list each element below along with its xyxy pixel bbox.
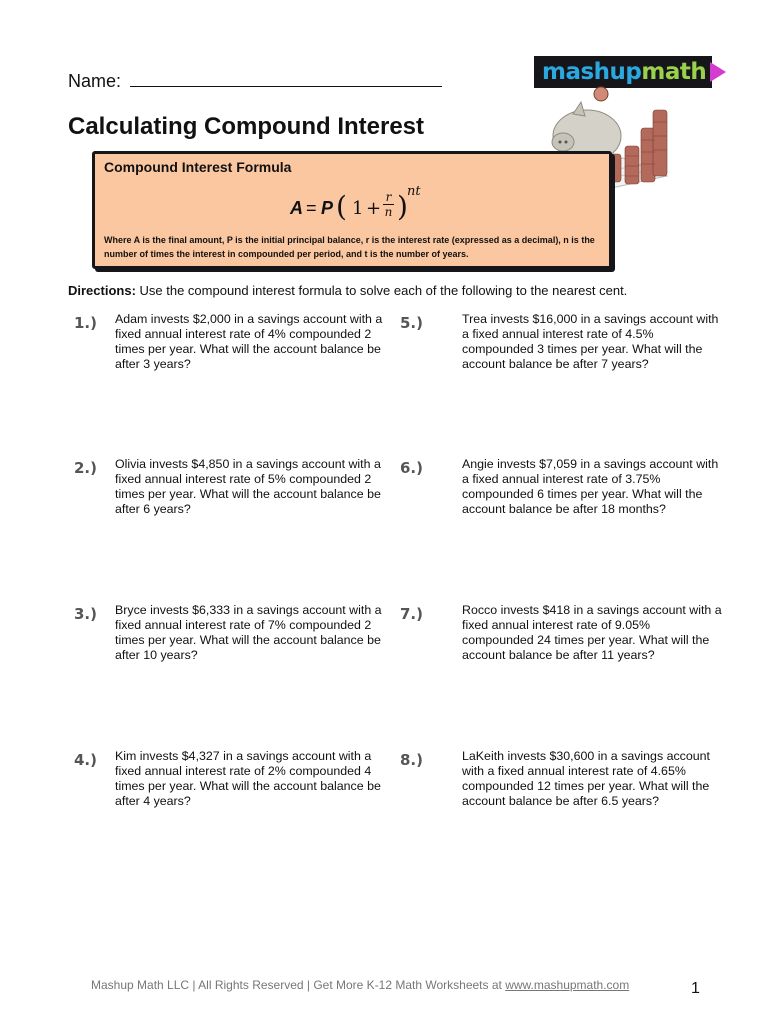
formula-heading: Compound Interest Formula bbox=[104, 159, 292, 175]
formula-equals: = bbox=[306, 198, 317, 218]
problem-text: LaKeith invests $30,600 in a savings account with a fixed annual interest rate of 4.65% compounded 12 times per year. What will the account balance be after 6.5 years? bbox=[462, 749, 710, 808]
formula-exponent: nt bbox=[407, 184, 421, 199]
footer bbox=[91, 978, 629, 992]
formula-open-paren: ( bbox=[336, 190, 347, 223]
problem-text: Trea invests $16,000 in a savings account with a fixed annual interest rate of 4.5% compounded 3 times per year. What will the account balance be after 7 years? bbox=[462, 312, 719, 371]
problem-number: 2.) bbox=[74, 459, 97, 477]
problem-number: 4.) bbox=[74, 751, 97, 769]
formula-one: 1 bbox=[352, 198, 364, 219]
name-label: Name: bbox=[68, 71, 127, 91]
problem-number: 3.) bbox=[74, 605, 97, 623]
page-title: Calculating Compound Interest bbox=[68, 113, 425, 140]
formula-note: Where A is the final amount, P is the initial principal balance, r is the interest rate (expressed as a decimal), n is the number of times the interest in compounded per period, and t is the number of years. bbox=[104, 235, 595, 259]
problem-number: 8.) bbox=[400, 751, 423, 769]
problem-text: Angie invests $7,059 in a savings account with a fixed annual interest rate of 3.75% compounded 6 times per year. What will the account balance be after 18 months? bbox=[462, 457, 719, 516]
directions-text: Use the compound interest formula to solve each of the following to the nearest cent. bbox=[135, 283, 628, 298]
problem-text: Kim invests $4,327 in a savings account with a fixed annual interest rate of 2% compounded 4 times per year. What will the account balance be after 4 years? bbox=[115, 749, 381, 808]
formula-close-paren: ) bbox=[397, 190, 408, 223]
directions bbox=[68, 283, 627, 298]
formula-principal: P bbox=[321, 198, 334, 218]
formula-box bbox=[92, 151, 612, 269]
problem-text: Bryce invests $6,333 in a savings account with a fixed annual interest rate of 7% compounded 2 times per year. What will the account balance be after 10 years? bbox=[115, 603, 382, 662]
problem-text: Rocco invests $418 in a savings account with a fixed annual interest rate of 9.05% compounded 24 times per year. What will the account balance be after 11 years? bbox=[462, 603, 722, 662]
problem-text: Olivia invests $4,850 in a savings account with a fixed annual interest rate of 5% compounded 2 times per year. What will the account balance be after 6 years? bbox=[115, 457, 381, 516]
footer-link[interactable]: www.mashupmath.com bbox=[505, 978, 630, 992]
formula-plus: + bbox=[366, 198, 382, 219]
name-blank-line[interactable] bbox=[130, 70, 442, 87]
problem-number: 7.) bbox=[400, 605, 423, 623]
problem-number: 5.) bbox=[400, 314, 423, 332]
play-triangle-icon bbox=[710, 62, 726, 82]
formula-rate-denominator: n bbox=[384, 205, 393, 219]
formula-rate-fraction bbox=[383, 190, 394, 219]
footer-text: Mashup Math LLC | All Rights Reserved | Get More K-12 Math Worksheets at bbox=[91, 978, 506, 992]
directions-label: Directions: bbox=[68, 283, 136, 298]
problem-number: 1.) bbox=[74, 314, 97, 332]
page-number: 1 bbox=[691, 980, 700, 997]
problem-text: Adam invests $2,000 in a savings account with a fixed annual interest rate of 4% compounded 2 times per year. What will the account balance be after 3 years? bbox=[115, 312, 383, 371]
name-field bbox=[68, 70, 442, 92]
formula-rate-numerator: r bbox=[385, 190, 392, 204]
formula-amount: A bbox=[290, 198, 303, 218]
problem-number: 6.) bbox=[400, 459, 423, 477]
logo-text: mashupmath bbox=[542, 59, 707, 85]
